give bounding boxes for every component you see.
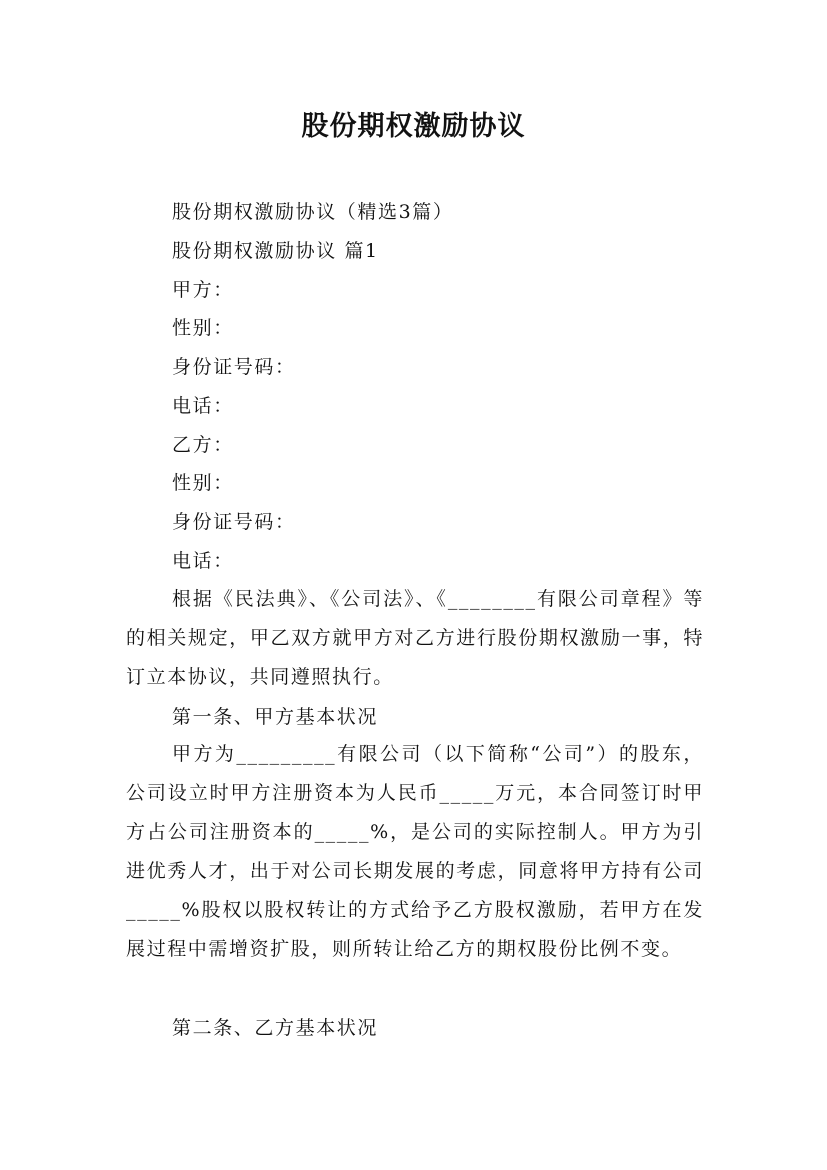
party-a-phone: 电话： — [172, 395, 234, 417]
party-b-phone: 电话： — [172, 550, 234, 572]
party-a-id: 身份证号码： — [172, 356, 296, 378]
document-subtitle: 股份期权激励协议（精选3篇） — [172, 201, 454, 223]
section-title: 股份期权激励协议 篇1 — [172, 240, 379, 262]
document-title: 股份期权激励协议 — [301, 111, 526, 142]
article2-heading: 第二条、乙方基本状况 — [172, 1017, 379, 1039]
article1-heading: 第一条、甲方基本状况 — [172, 706, 379, 728]
party-b-label: 乙方： — [172, 434, 234, 456]
article1-paragraph: 甲方为_________有限公司（以下简称“公司”）的股东，公司设立时甲方注册资本为人民币_____万元，本合同签订时甲方占公司注册资本的_____%，是公司的实际控制人。甲方为引进优秀人才，出于对公司长期发展的考虑，同意将甲方持有公司_____%股权以股权转让的方式给予乙方股权激励，若甲方在发展过程中需增资扩股，则所转让给乙方的期权股份比例不变。 — [126, 743, 704, 960]
party-a-label: 甲方： — [172, 279, 234, 301]
party-a-gender: 性别： — [172, 317, 234, 339]
preamble-paragraph: 根据《民法典》、《公司法》、《________有限公司章程》等的相关规定，甲乙双方就甲方对乙方进行股份期权激励一事，特订立本协议，共同遵照执行。 — [126, 588, 704, 688]
party-b-gender: 性别： — [172, 472, 234, 494]
party-b-id: 身份证号码： — [172, 511, 296, 533]
